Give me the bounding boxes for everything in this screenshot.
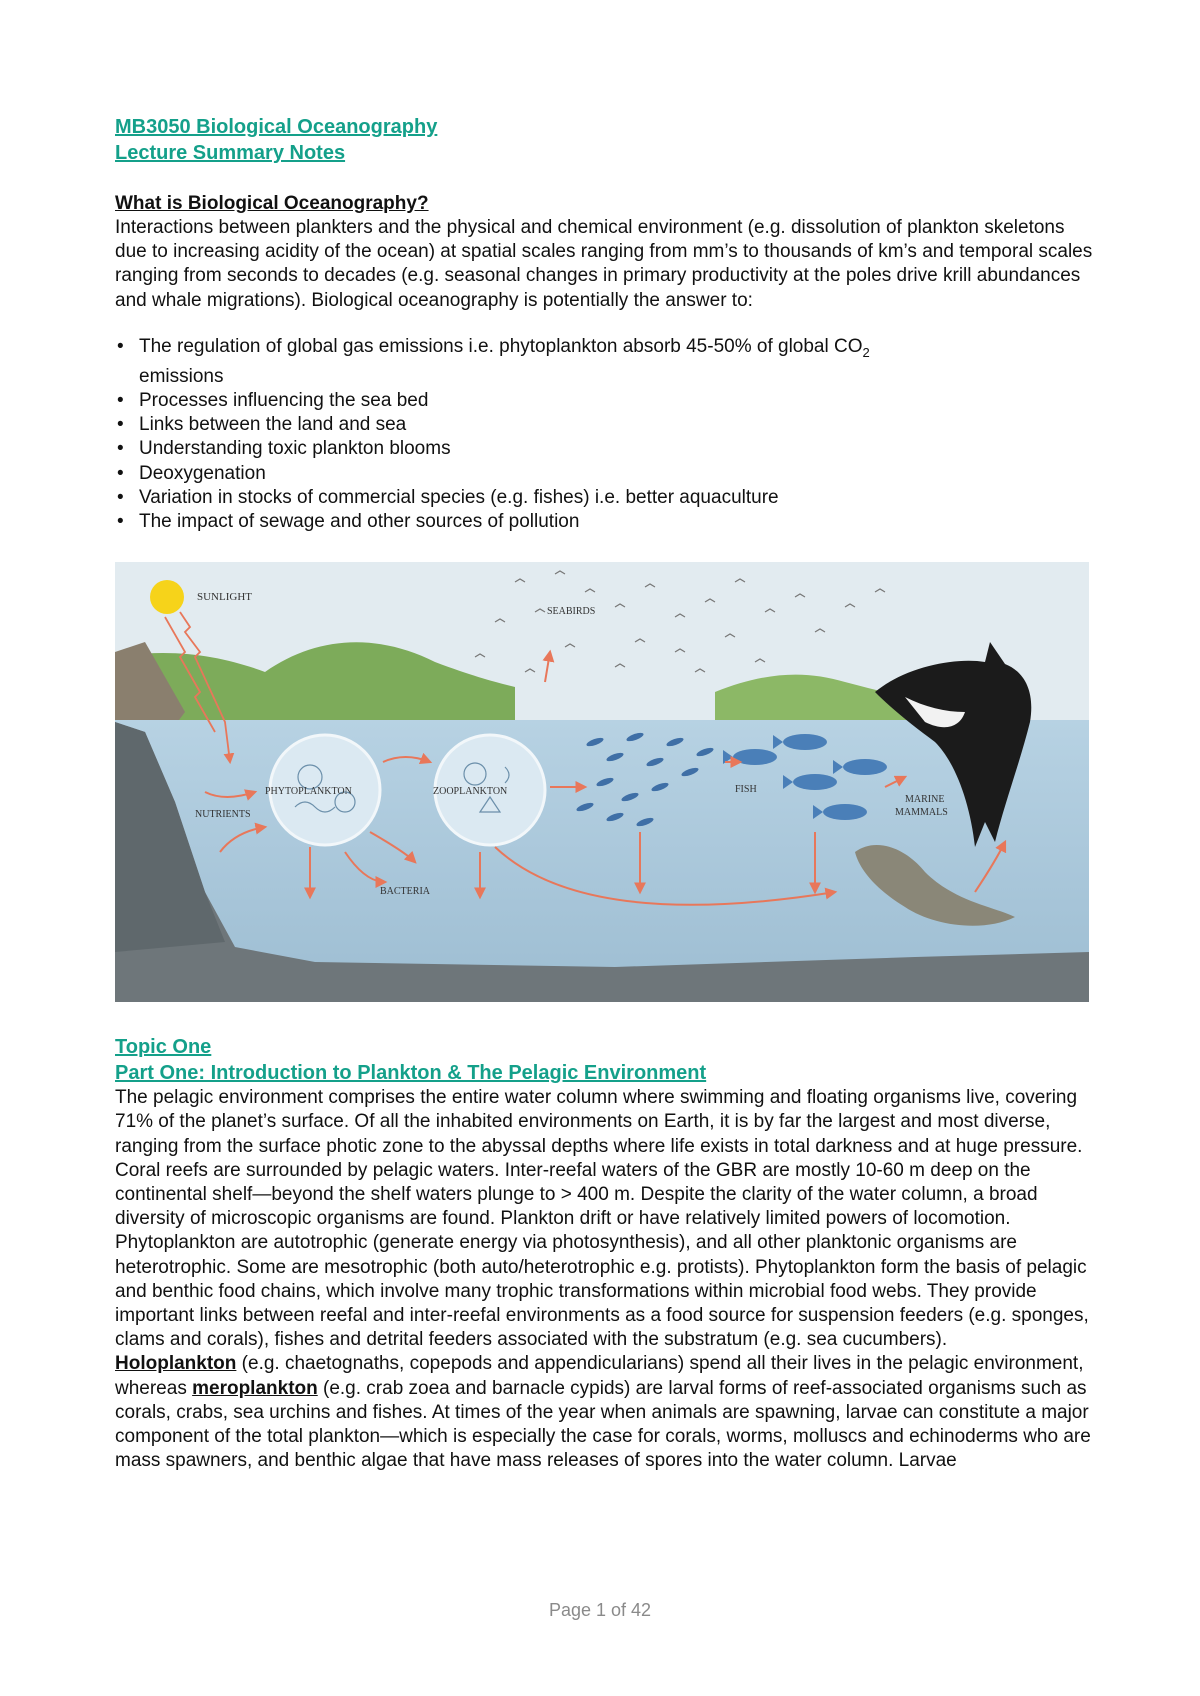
label-zooplankton: ZOOPLANKTON <box>433 786 508 798</box>
document-page <box>115 114 1100 1473</box>
bullet-item: • The regulation of global gas emissions i.e. phytoplankton absorb 45-50% of global $CO_2$ emissions <box>115 335 1100 389</box>
intro-bullet-list <box>115 335 1100 534</box>
intro-paragraph: Interactions between plankters and the physical and chemical environment (e.g. dissolution of plankton skeletons due to increasing acidity of the ocean) at spatial scales ranging from mm’s to thousands of km’s and temporal scales ranging from seconds to decades (e.g. seasonal changes in primary productivity at the poles drive krill abundances and whale migrations). Biological oceanography is potentially the answer to: <box>115 217 1093 311</box>
topic-link[interactable]: Topic One <box>115 1036 212 1059</box>
label-fish: FISH <box>735 784 757 796</box>
bullet-item: • Processes influencing the sea bed <box>115 389 1100 413</box>
part-link[interactable]: Part One: Introduction to Plankton & The Pelagic Environment <box>115 1062 707 1085</box>
pelagic-food-web-illustration <box>115 562 1089 1002</box>
topic-paragraph-1: The pelagic environment comprises the entire water column where swimming and floating organisms live, covering 71% of the planet’s surface. Of all the inhabited environments on Earth, it is by far the largest and most diverse, ranging from the surface photic zone to the abyssal depths where life exists in total darkness and at huge pressure. Coral reefs are surrounded by pelagic waters. Inter-reefal waters of the GBR are mostly 10-60 m deep on the continental shelf—beyond the shelf waters plunge to > 400 m. Despite the clarity of the water column, a broad diversity of microscopic organisms are found. Plankton drift or have relatively limited powers of locomotion. Phytoplankton are autotrophic (generate energy via photosynthesis), and all other planktonic organisms are heterotrophic. Some are mesotrophic (both auto/heterotrophic e.g. protists). Phytoplankton form the basis of pelagic and benthic food chains, which involve many trophic transformations within microbial food webs. They provide important links between reefal and inter-reefal environments as a food source for suspension feeders (e.g. sponges, clams and corals), fishes and detrital feeders associated with the substratum (e.g. sea cucumbers). <box>115 1087 1089 1351</box>
label-phytoplankton: PHYTOPLANKTON <box>265 786 352 798</box>
label-mammals: MAMMALS <box>895 807 948 819</box>
bullet-item: • The impact of sewage and other sources of pollution <box>115 510 1100 534</box>
label-sunlight: SUNLIGHT <box>197 591 252 604</box>
page-number: Page 1 of 42 <box>548 1600 652 1620</box>
label-marine: MARINE <box>905 794 945 806</box>
course-title-link[interactable]: MB3050 Biological Oceanography <box>115 116 438 138</box>
term-meroplankton: meroplankton <box>192 1377 318 1399</box>
term-holoplankton: Holoplankton <box>115 1353 237 1375</box>
intro-heading: What is Biological Oceanography? <box>115 193 429 214</box>
bullet-item: • Deoxygenation <box>115 462 1100 486</box>
topic-paragraph-2: Holoplankton (e.g. chaetognaths, copepods and appendicularians) spend all their lives in the pelagic environment, whereas meroplankton (e.g. crab zoea and barnacle cypids) are larval forms of reef-associated organisms such as corals, crabs, sea urchins and fishes. At times of the year when animals are spawning, larvae can constitute a major component of the total plankton—which is especially the case for corals, worms, molluscs and echinoderms who are mass spawners, and benthic algae that have mass releases of spores into the water column. Larvae <box>115 1353 1091 1472</box>
label-bacteria: BACTERIA <box>380 886 430 898</box>
label-seabirds: SEABIRDS <box>547 606 596 618</box>
label-nutrients: NUTRIENTS <box>195 809 251 821</box>
sun-icon <box>150 580 184 614</box>
bullet-item: • Links between the land and sea <box>115 413 1100 437</box>
bullet-item: • Variation in stocks of commercial species (e.g. fishes) i.e. better aquaculture <box>115 486 1100 510</box>
bullet-item: • Understanding toxic plankton blooms <box>115 437 1100 461</box>
subtitle-link[interactable]: Lecture Summary Notes <box>115 142 346 164</box>
